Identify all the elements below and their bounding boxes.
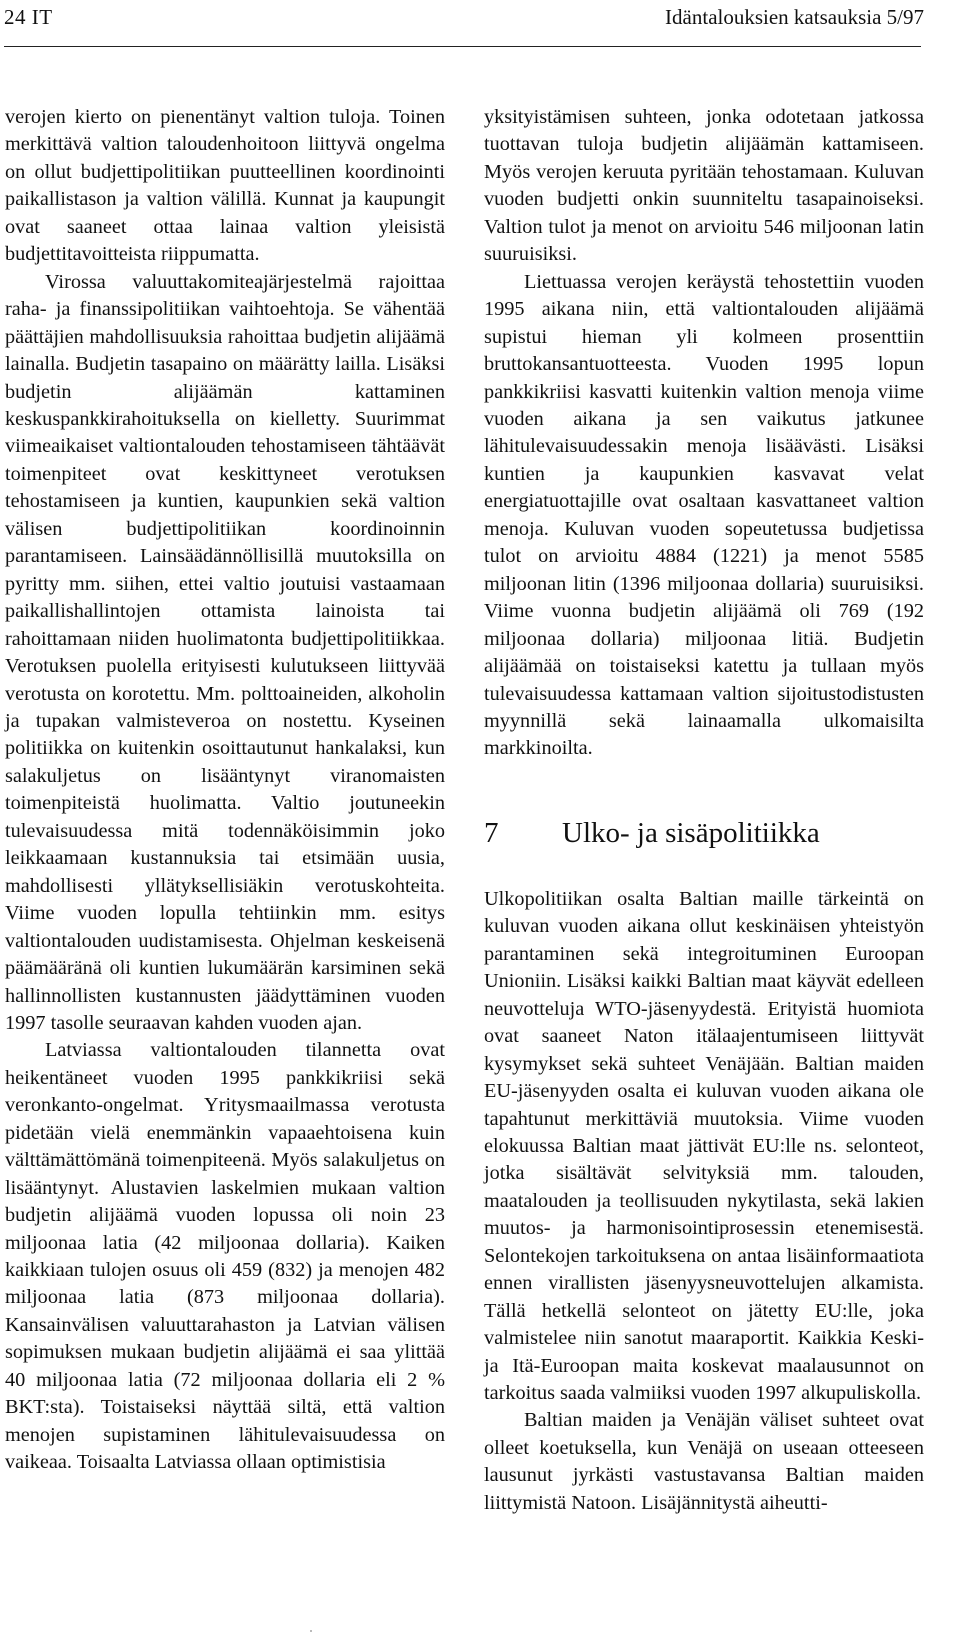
- header-rule: [4, 46, 921, 47]
- paragraph: Virossa valuuttakomiteajärjestelmä rajoittaa raha- ja finanssipolitiikan vaihtoehtoja. Se vähentää päättäjien mahdollisuuksia rahoittaa budjetin alijäämä lainalla. Budjetin tasapaino on määrätty lailla. Lisäksi budjetin alijäämän kattaminen keskuspankkirahoituksella on kielletty. Suurimmat viimeaikaiset valtiontalouden tehostamiseen tähtäävät toimenpiteet ovat keskittyneet verotuksen tehostamiseen ja kuntien, kaupunkien sekä valtion välisen budjettipolitiikan koordinoinnin parantamiseen. Lainsäädännöllisillä muutoksilla on pyritty mm. siihen, ettei valtio joutuisi vastaamaan paikallishallintojen ottamista lainoista tai rahoittamaan niiden huolimatonta budjettipolitiikkaa. Verotuksen puolella erityisesti kulutukseen liittyvää verotusta on korotettu. Mm. polttoaineiden, alkoholin ja tupakan valmisteveroa on nostettu. Kyseinen politiikka on kuitenkin osoittautunut hankalaksi, kun salakuljetus on lisääntynyt viranomaisten toimenpiteistä huolimatta. Valtio joutuneekin tulevaisuudessa mitä todennäköisimmin joko leikkaamaan kustannuksia tai etsimään uusia, mahdollisesti yllätyksellisiäkin verotuskohteita. Viime vuoden lopulla tehtiinkin mm. esitys valtiontalouden uudistamisesta. Ohjelman keskeisenä päämääränä oli kuntien lukumäärän karsiminen sekä hallinnollisten kustannusten jäädyttäminen vuoden 1997 tasolle seuraavan kahden vuoden ajan.: [5, 270, 445, 1034]
- scan-speck: [310, 1630, 312, 1632]
- paragraph: Liettuassa verojen keräystä tehostettiin vuoden 1995 aikana niin, että valtiontalouden alijäämä supistui hieman yli kolmeen prosenttiin bruttokansantuotteesta. Vuoden 1995 lopun pankkikriisi kasvatti kuitenkin valtion menoja viime vuoden aikana ja sen vaikutus jatkunee lähitulevaisuudessakin menoja lisäävästi. Lisäksi kuntien ja kaupunkien kasvavat velat energiatuottajille ovat osaltaan kasvattaneet valtion menoja. Kuluvan vuoden sopeutetussa budjetissa tulot on arvioitu 4884 (1221) ja menot 5585 miljoonan litin (1396 miljoonaa dollaria) suuruisiksi. Viime vuonna budjetin alijäämä oli 769 (192 miljoonaa dollaria) miljoonaa litiä. Budjetin alijäämää on toistaiseksi katettu ja tullaan myös tulevaisuudessa kattamaan valtion sijoitustodistusten myynnillä sekä lainaamalla ulkomaisilta markkinoilta.: [484, 270, 924, 760]
- left-column: [5, 104, 445, 1477]
- running-header: [4, 2, 924, 34]
- section-title: Ulko- ja sisäpolitiikka: [562, 816, 820, 849]
- paragraph: verojen kierto on pienentänyt valtion tuloja. Toinen merkittävä valtion taloudenhoitoon liittyvä ongelma on ollut budjettipolitiikan puutteellinen koordinointi paikallistason ja valtion välillä. Kunnat ja kaupungit ovat saaneet ottaa lainaa valtion yleisistä budjettitavoitteista riippumatta.: [5, 106, 445, 266]
- page-number: 24 IT: [4, 5, 53, 29]
- paragraph: Latviassa valtiontalouden tilannetta ovat heikentäneet vuoden 1995 pankkikriisi sekä veronkanto-ongelmat. Yritysmaailmassa verotusta pidetään vielä enemmänkin vapaaehtoisena kuin välttämättömänä toimenpiteenä. Myös salakuljetus on lisääntynyt. Alustavien laskelmien mukaan valtion budjetin alijäämä vuoden lopussa oli noin 23 miljoonaa latia (42 miljoonaa dollaria). Kaiken kaikkiaan tulojen osuus oli 459 (832) ja menojen 482 miljoonaa latia (873 miljoonaa dollaria). Kansainvälisen valuuttarahaston ja Latvian välisen sopimuksen mukaan budjetin alijäämä ei saa ylittää 40 miljoonaa latia (72 miljoonaa dollaria eli 2 % BKT:sta). Toistaiseksi näyttää siltä, että valtion menojen supistaminen lähitulevaisuudessa on vaikeaa. Toisaalta Latviassa ollaan optimistisia: [5, 1039, 445, 1474]
- publication-title: Idäntalouksien katsauksia 5/97: [665, 5, 924, 29]
- paragraph: Baltian maiden ja Venäjän väliset suhteet ovat olleet koetuksella, kun Venäjä on useaan otteeseen lausunut jyrkästi vastustavansa Baltian maiden liittymistä Natoon. Lisäjännitystä aiheutti-: [484, 1409, 924, 1514]
- paragraph: Ulkopolitiikan osalta Baltian maille tärkeintä on kuluvan vuoden aikana ollut keskinäisen yhteistyön parantaminen sekä integroituminen Euroopan Unioniin. Lisäksi kaikki Baltian maat käyvät edelleen neuvotteluja WTO-jäsenyydestä. Erityistä huomiota ovat saaneet Naton itälaajentumiseen liittyvät kysymykset sekä suhteet Venäjään. Baltian maiden EU-jäsenyyden osalta ei kuluvan vuoden aikana ole tapahtunut merkittäviä muutoksia. Viime vuoden elokuussa Baltian maat jättivät EU:lle ns. selonteot, jotka sisältävät selvityksiä mm. talouden, maatalouden ja teollisuuden nykytilasta, sekä lakien muutos- ja harmonisointiprosessin etenemisestä. Selontekojen tarkoituksena on antaa lisäinformaatiota ennen virallisten jäsenyysneuvottelujen alkamista. Tällä hetkellä selonteot on jätetty EU:lle, joka valmistelee niin sanotut maaraportit. Kaikkia Keski- ja Itä-Euroopan maita koskevat maalausunnot on tarkoitus saada valmiiksi vuoden 1997 alkupuliskolla.: [484, 887, 924, 1405]
- section-number: 7: [484, 816, 499, 849]
- section-heading: [484, 815, 924, 851]
- right-column: [484, 104, 924, 1517]
- paragraph: yksityistämisen suhteen, jonka odotetaan jatkossa tuottavan tuloja budjetin alijäämän kattamiseen. Myös verojen keruuta pyritään tehostamaan. Kuluvan vuoden budjetti onkin suunniteltu tasapainoiseksi. Valtion tulot ja menot on arvioitu 546 miljoonan latin suuruisiksi.: [484, 106, 924, 266]
